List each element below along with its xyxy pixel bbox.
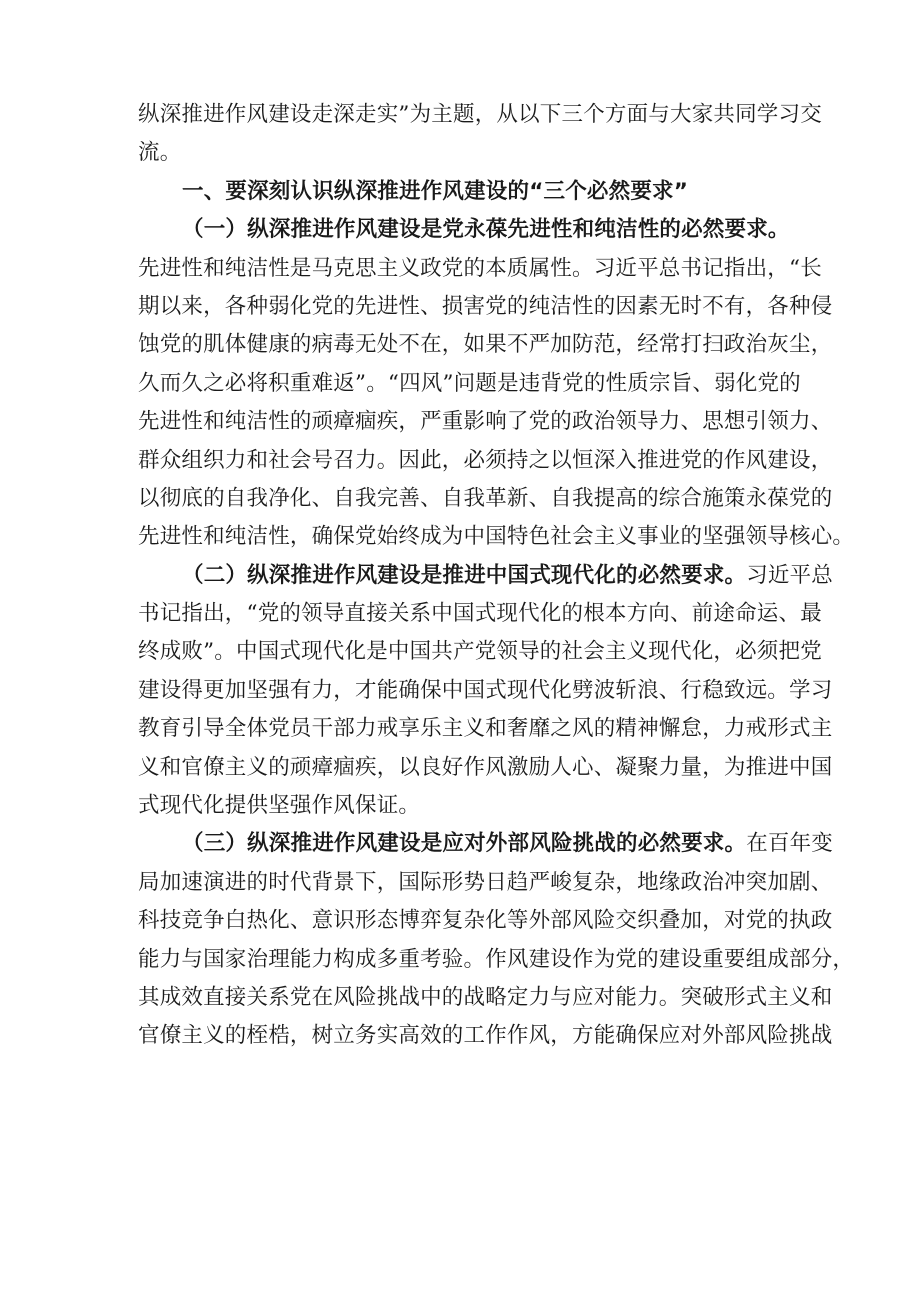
paragraph-line: 其成效直接关系党在风险挑战中的战略定力与应对能力。突破形式主义和 xyxy=(138,984,833,1010)
paragraph-line: 以彻底的自我净化、自我完善、自我革新、自我提高的综合施策永葆党的 xyxy=(138,485,833,511)
paragraph-line: 流。 xyxy=(138,140,182,166)
paragraph-line: 终成败”。中国式现代化是中国共产党领导的社会主义现代化，必须把党 xyxy=(138,639,822,665)
paragraph-line: 义和官僚主义的顽瘴痼疾，以良好作风激励人心、凝聚力量，为推进中国 xyxy=(138,754,833,780)
paragraph-line: 官僚主义的桎梏，树立务实高效的工作作风，方能确保应对外部风险挑战 xyxy=(138,1023,833,1049)
paragraph-line: 式现代化提供坚强作风保证。 xyxy=(138,793,421,819)
subheading-3: （三）纵深推进作风建设是应对外部风险挑战的必然要求。 xyxy=(182,831,747,857)
paragraph-text: 在百年变 xyxy=(746,831,834,857)
paragraph-line: 纵深推进作风建设走深走实”为主题，从以下三个方面与大家共同学习交 xyxy=(138,102,822,127)
paragraph-line: 群众组织力和社会号召力。因此，必须持之以恒深入推进党的作风建设， xyxy=(138,447,833,473)
paragraph-line-with-subheading-2 xyxy=(138,557,834,595)
paragraph-line: 先进性和纯洁性的顽瘴痼疾，严重影响了党的政治领导力、思想引领力、 xyxy=(138,409,833,435)
paragraph-text: 习近平总 xyxy=(746,562,834,588)
paragraph-line: 久而久之必将积重难返”。“四风”问题是违背党的性质宗旨、弱化党的 xyxy=(138,370,801,396)
paragraph-line: 能力与国家治理能力构成多重考验。作风建设作为党的建设重要组成部分， xyxy=(138,946,855,972)
paragraph-line: 期以来，各种弱化党的先进性、损害党的纯洁性的因素无时不有，各种侵 xyxy=(138,293,833,319)
section-heading-1: 一、要深刻认识纵深推进作风建设的“三个必然要求” xyxy=(182,178,689,204)
document-body xyxy=(138,96,855,1056)
paragraph-line-with-subheading-3 xyxy=(138,825,834,863)
subheading-1: （一）纵深推进作风建设是党永葆先进性和纯洁性的必然要求。 xyxy=(182,217,790,243)
paragraph-line: 先进性和纯洁性，确保党始终成为中国特色社会主义事业的坚强领导核心。 xyxy=(138,524,855,550)
paragraph-line: 局加速演进的时代背景下，国际形势日趋严峻复杂，地缘政治冲突加剧、 xyxy=(138,869,833,895)
paragraph-line: 蚀党的肌体健康的病毒无处不在，如果不严加防范，经常打扫政治灰尘， xyxy=(138,332,833,358)
paragraph-line: 书记指出，“党的领导直接关系中国式现代化的根本方向、前途命运、最 xyxy=(138,601,822,627)
paragraph-line: 先进性和纯洁性是马克思主义政党的本质属性。习近平总书记指出，“长 xyxy=(138,255,822,281)
paragraph-line: 建设得更加坚强有力，才能确保中国式现代化劈波斩浪、行稳致远。学习 xyxy=(138,677,833,703)
subheading-2: （二）纵深推进作风建设是推进中国式现代化的必然要求。 xyxy=(182,562,747,588)
paragraph-line: 科技竞争白热化、意识形态博弈复杂化等外部风险交织叠加，对党的执政 xyxy=(138,908,833,934)
paragraph-line: 教育引导全体党员干部力戒享乐主义和奢靡之风的精神懈怠，力戒形式主 xyxy=(138,716,833,742)
